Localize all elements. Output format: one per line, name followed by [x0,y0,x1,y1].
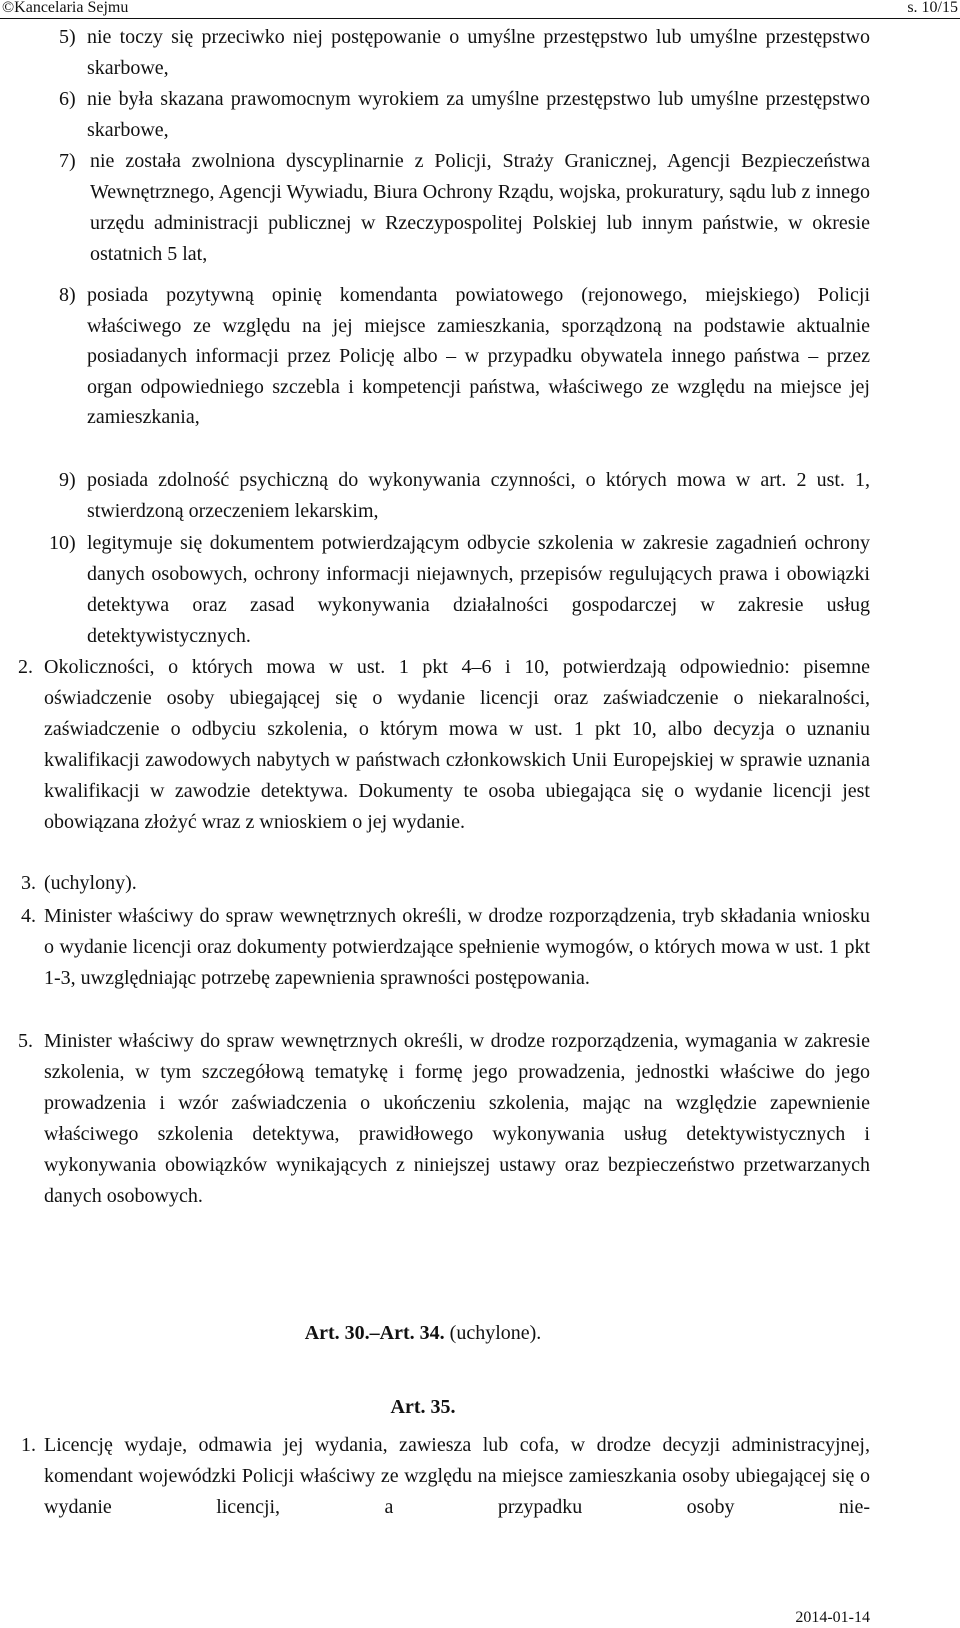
copyright-label: ©Kancelaria Sejmu [2,0,129,16]
article-note: (uchylone). [449,1322,542,1344]
item-number: 9) [59,469,76,491]
item-text: nie była skazana prawomocnym wyrokiem za umyślne przestępstwo lub umyślne przestępstwo skarbowe, [87,88,870,141]
list-item-8 [59,280,870,465]
paragraph-number: 1. [21,1434,36,1456]
page-number: s. 10/15 [907,0,958,16]
page-footer-date: 2014-01-14 [795,1609,870,1626]
list-item-10 [49,528,870,652]
paragraph-text: (uchylony). [44,872,137,894]
item-text: nie została zwolniona dyscyplinarnie z Policji, Straży Granicznej, Agencji Bezpieczeństwa Wewnętrznego, Agencji Wywiadu, Biura Ochrony Rządu, wojska, prokuratury, sądu lub z innego urzędu administracji publicznej w Rzeczypospolitej Polskiej lub innym państwie, w okresie ostatnich 5 lat, [90,150,870,265]
paragraph-3 [21,868,870,901]
paragraph-4 [21,901,870,1026]
item-number: 8) [59,284,76,306]
paragraph-number: 3. [21,872,36,894]
item-text: posiada zdolność psychiczną do wykonywania czynności, o których mowa w art. 2 ust. 1, stwierdzoną orzeczeniem lekarskim, [87,469,870,522]
paragraph-number: 4. [21,905,36,927]
paragraph-number: 2. [18,656,33,678]
item-text: nie toczy się przeciwko niej postępowanie o umyślne przestępstwo lub umyślne przestępstwo skarbowe, [87,26,870,79]
article-30-34-heading [0,1318,846,1349]
item-number: 5) [59,26,76,48]
paragraph-5 [18,1026,870,1242]
paragraph-text: Licencję wydaje, odmawia jej wydania, zawiesza lub cofa, w drodze decyzji administracyjnej, komendant wojewódzki Policji właściwy ze względu na miejsce zamieszkania osoby ubiegającej się o wydanie licencji, a przypadku osoby nie- [44,1434,870,1518]
article-35-heading [0,1392,846,1423]
item-number: 10) [49,532,76,554]
list-item-9 [59,465,870,528]
page-header [0,0,960,19]
article-35-paragraph-1 [21,1430,870,1523]
paragraph-text: Minister właściwy do spraw wewnętrznych określi, w drodze rozporządzenia, wymagania w zakresie szkolenia, w tym szczegółową tematykę i formę jego prowadzenia, jednostki właściwe do jego prowadzenia i wzór zaświadczenia o ukończeniu szkolenia, mając na względzie zapewnienie właściwego szkolenia detektywa, prawidłowego wykonywania usług detektywistycznych i wykonywania obowiązków wynikających z niniejszej ustawy oraz bezpieczeństwo przetwarzanych danych osobowych. [44,1030,870,1207]
list-item-5 [59,22,870,84]
paragraph-text: Okoliczności, o których mowa w ust. 1 pkt 4–6 i 10, potwierdzają odpowiednio: pisemne oświadczenie osoby ubiegającej się o wydanie licencji oraz zaświadczenie o niekaralności, zaświadczenie o odbyciu szkolenia, o którym mowa w ust. 1 pkt 10, albo decyzja o uznaniu kwalifikacji zawodowych nabytych w państwach członkowskich Unii Europejskiej w sprawie uznania kwalifikacji w zawodzie detektywa. Dokumenty te osoba ubiegająca się o wydanie licencji jest obowiązana złożyć wraz z wnioskiem o jej wydanie. [44,656,870,833]
item-text: posiada pozytywną opinię komendanta powiatowego (rejonowego, miejskiego) Policji właściwego ze względu na jej miejsce zamieszkania, sporządzoną na podstawie aktualnie posiadanych informacji przez Policję albo – w przypadku obywatela innego państwa – przez organ odpowiedniego szczebla i kompetencji państwa, właściwego ze względu na miejsce jej zamieszkania, [87,284,870,428]
paragraph-text: Minister właściwy do spraw wewnętrznych określi, w drodze rozporządzenia, tryb składania wniosku o wydanie licencji oraz dokumenty potwierdzające spełnienie wymogów, o których mowa w ust. 1 pkt 1-3, uwzględniając potrzebę zapewnienia sprawności postępowania. [44,905,870,989]
list-item-6 [59,84,870,146]
article-title: Art. 30.–Art. 34. [304,1322,445,1344]
item-number: 7) [59,150,76,172]
item-text: legitymuje się dokumentem potwierdzającym odbycie szkolenia w zakresie zagadnień ochrony danych osobowych, ochrony informacji niejawnych, przepisów regulujących prawa i obowiązki detektywa oraz zasad wykonywania działalności gospodarczej w zakresie usług detektywistycznych. [87,532,870,647]
paragraph-number: 5. [18,1030,33,1052]
list-item-7 [59,146,870,280]
item-number: 6) [59,88,76,110]
document-body [0,22,960,1518]
paragraph-2 [18,652,870,868]
article-title: Art. 35. [390,1396,456,1418]
